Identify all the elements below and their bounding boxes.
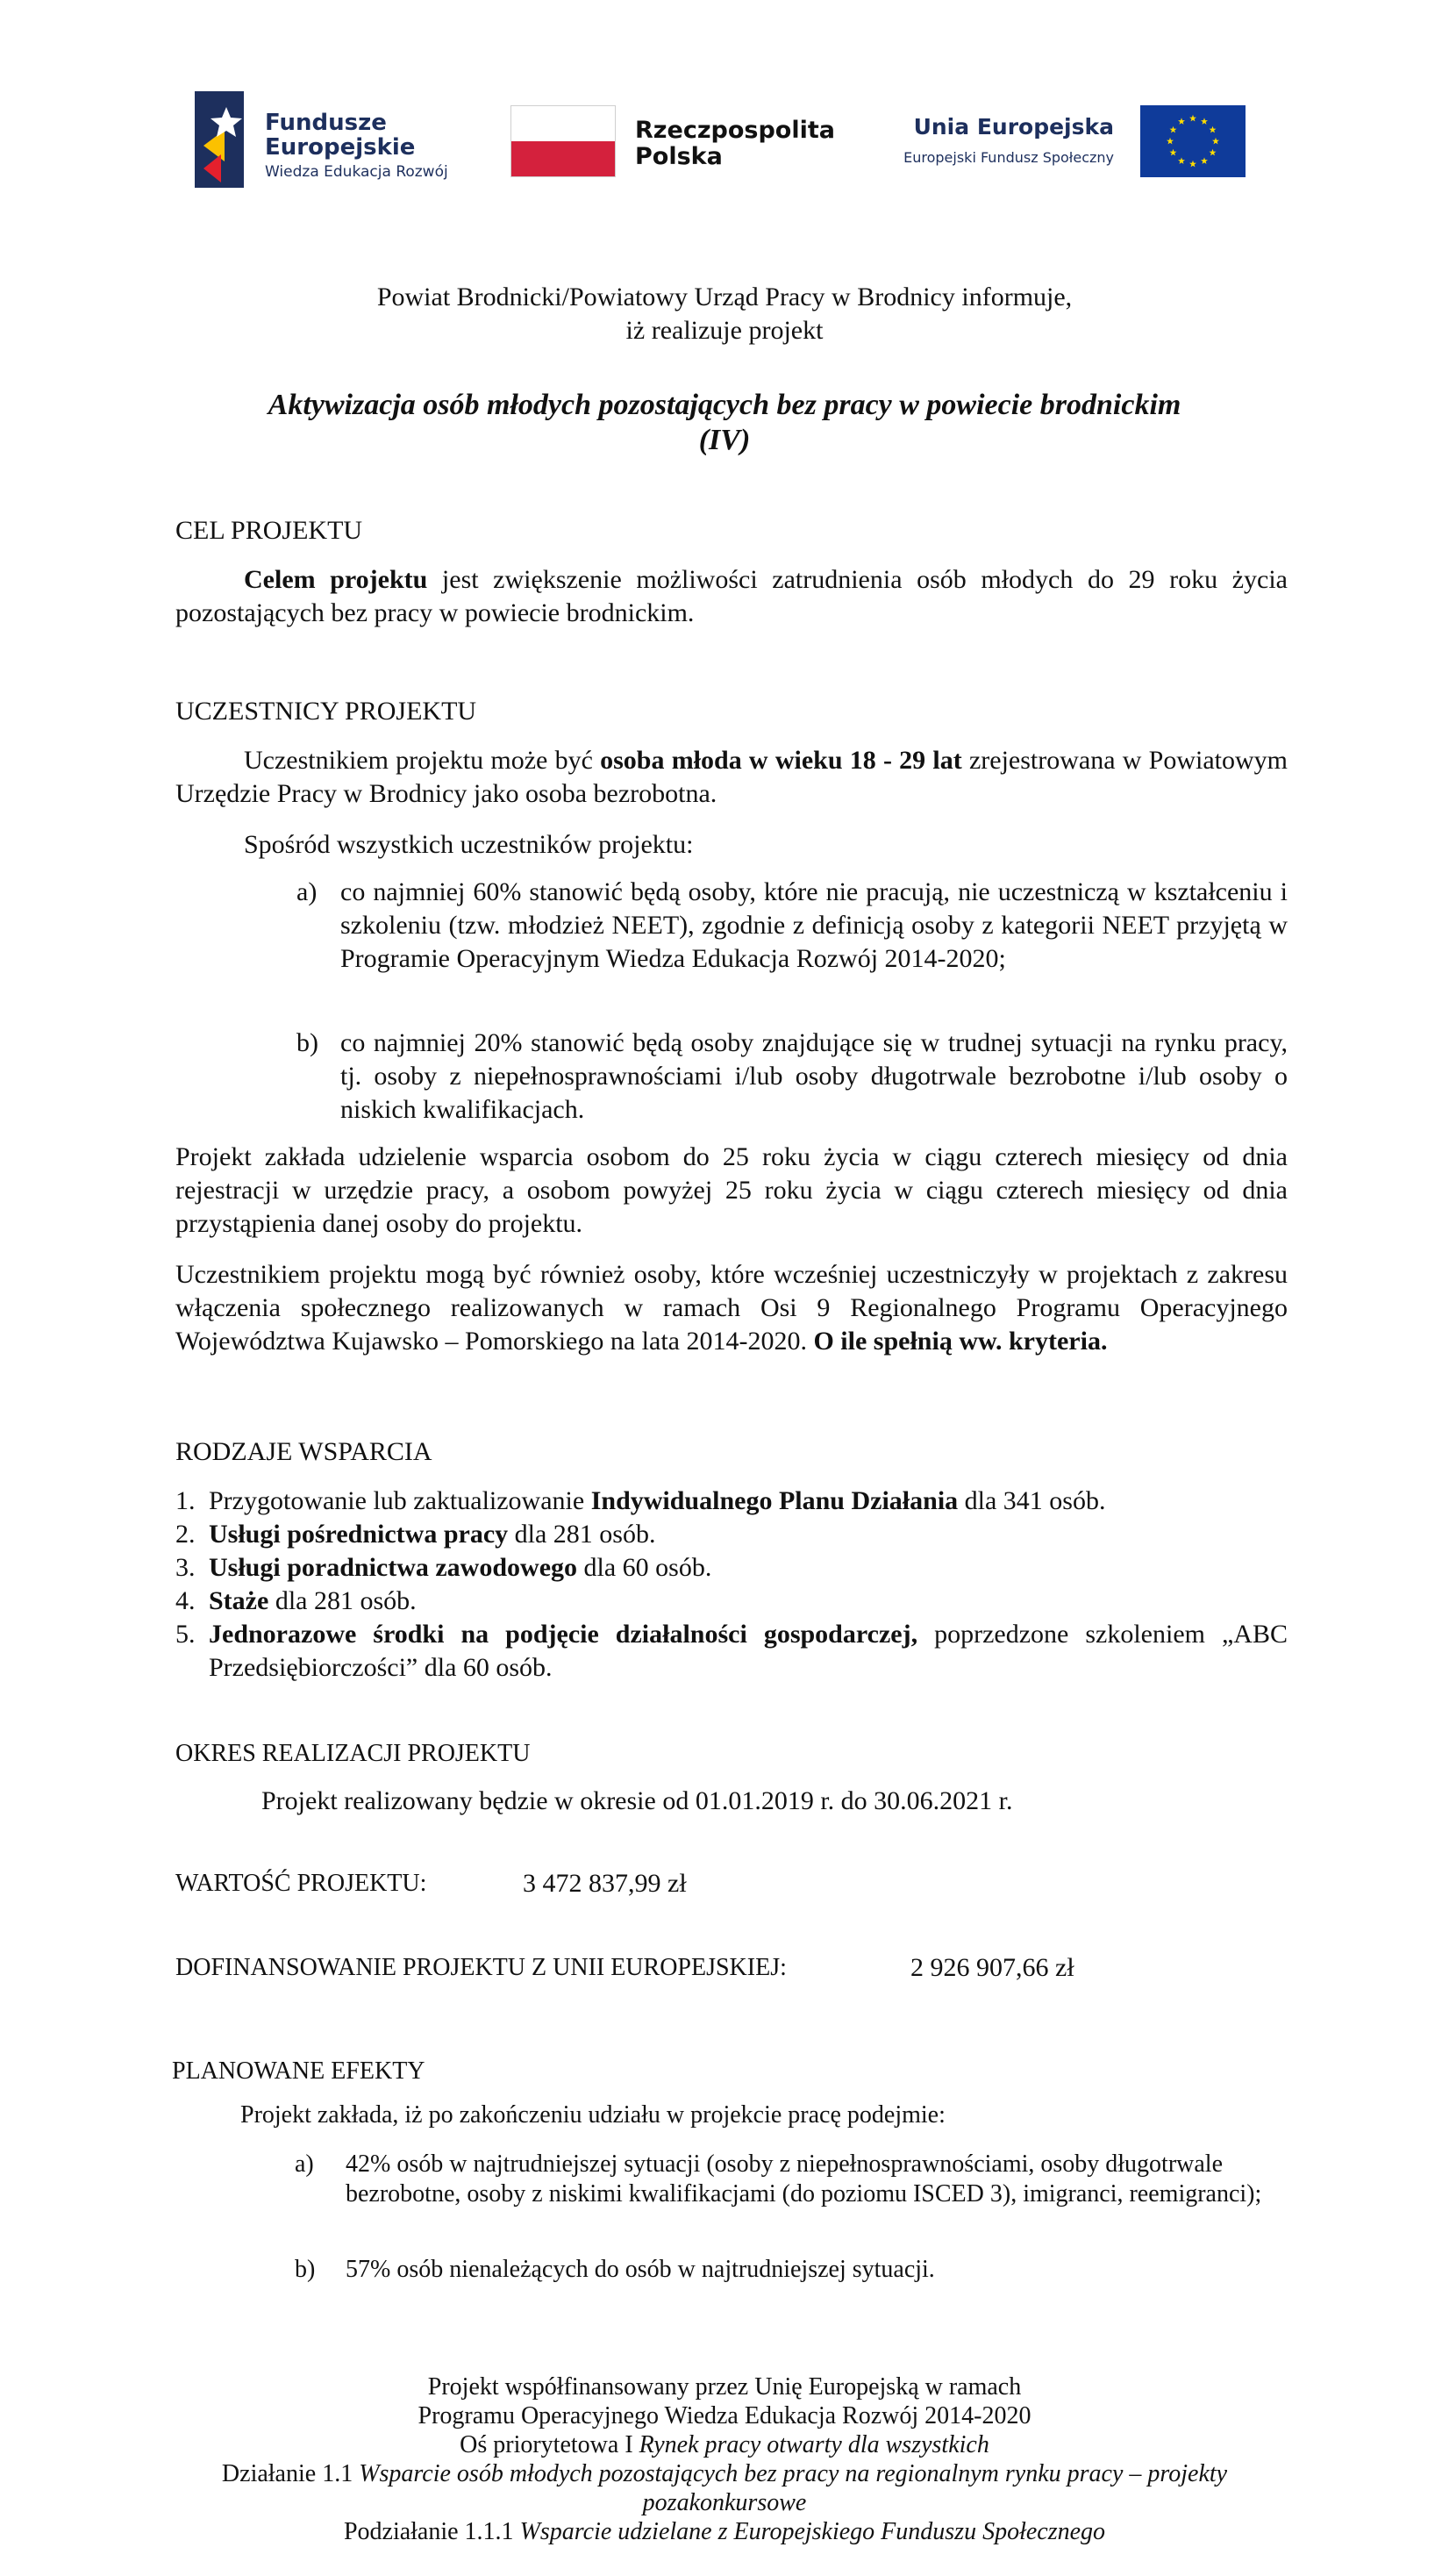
- list-item: 2. Usługi pośrednictwa pracy dla 281 osób.: [175, 1520, 656, 1549]
- fundusze-europejskie-logo: [195, 91, 458, 188]
- logo-header: [0, 91, 1449, 197]
- rzeczpospolita-polska-logo: [510, 105, 844, 184]
- fe-subtitle: Wiedza Edukacja Rozwój: [265, 163, 448, 181]
- ue-subtitle: Europejski Fundusz Społeczny: [903, 149, 1114, 166]
- intro-line-2: iż realizuje projekt: [625, 316, 824, 345]
- intro-line-1: Powiat Brodnicki/Powiatowy Urząd Pracy w Brodnicy informuje,: [376, 283, 1073, 311]
- list-marker: a): [296, 877, 318, 906]
- list-item: 4. Staże dla 281 osób.: [175, 1586, 417, 1615]
- okres-heading: OKRES REALIZACJI PROJEKTU: [175, 1740, 531, 1767]
- uczestnicy-paragraph-4: Uczestnikiem projektu mogą być również osoby, które wcześniej uczestniczyły w projektach z zakresu włączenia społecznego realizowanych w ramach Osi 9 Regionalnego Programu Operacyjnego Województwa Kujawsko – Pomorskiego na lata 2014-2020. O ile spełnią ww. kryteria.: [175, 1260, 1288, 1356]
- efekty-heading: PLANOWANE EFEKTY: [172, 2057, 425, 2085]
- list-marker: b): [295, 2256, 316, 2283]
- eu-star-icon: [1210, 126, 1217, 133]
- list-item: 3. Usługi poradnictwa zawodowego dla 60 osób.: [175, 1553, 712, 1582]
- fe-name: Fundusze Europejskie: [265, 110, 416, 161]
- footer-line-5: Podziałanie 1.1.1 Wsparcie udzielane z Europejskiego Funduszu Społecznego: [343, 2518, 1106, 2545]
- list-marker: a): [295, 2150, 314, 2178]
- uczestnicy-heading: UCZESTNICY PROJEKTU: [175, 697, 477, 726]
- eu-star-icon: [1178, 157, 1185, 164]
- cel-paragraph: [175, 563, 1288, 630]
- list-marker: b): [296, 1028, 318, 1057]
- project-title-line-1: Aktywizacja osób młodych pozostających bez pracy w powiecie brodnickim: [268, 389, 1181, 421]
- list-item-text: 57% osób nienależących do osób w najtrudniejszej sytuacji.: [346, 2256, 935, 2283]
- eu-star-icon: [1169, 149, 1176, 156]
- list-item: 1. Przygotowanie lub zaktualizowanie Indywidualnego Planu Działania dla 341 osób.: [175, 1486, 1106, 1515]
- eu-flag-icon: [1140, 105, 1246, 177]
- list-item: [295, 2255, 1268, 2290]
- eu-star-icon: [1189, 161, 1196, 168]
- footer-line-1: Projekt współfinansowany przez Unię Europejską w ramach: [427, 2373, 1022, 2401]
- cel-text: jest zwiększenie możliwości zatrudnienia osób młodych do 29 roku życia pozostających bez pracy w powiecie brodnickim.: [175, 565, 1288, 627]
- footer: [158, 2372, 1291, 2546]
- list-item: [295, 2150, 1268, 2246]
- uczestnicy-paragraph-2: Spośród wszystkich uczestników projektu:: [244, 830, 694, 859]
- wartosc-label: WARTOŚĆ PROJEKTU:: [175, 1870, 427, 1897]
- unia-europejska-logo: [877, 105, 1246, 184]
- criteria-bold: O ile spełnią ww. kryteria.: [806, 1327, 1108, 1356]
- list-item-text: co najmniej 20% stanowić będą osoby znajdujące się w trudnej sytuacji na rynku pracy, tj. osoby z niepełnosprawnościami i/lub osoby długotrwale bezrobotne i/lub osoby o niskich kwalifikacjach.: [340, 1028, 1288, 1124]
- list-item-text: 42% osób w najtrudniejszej sytuacji (osoby z niepełnosprawnościami, osoby długotrwale bezrobotne, osoby z niskimi kwalifikacjami (do poziomu ISCED 3), imigranci, reemigranci);: [346, 2150, 1262, 2207]
- okres-text: Projekt realizowany będzie w okresie od 01.01.2019 r. do 30.06.2021 r.: [261, 1786, 1013, 1815]
- uczestnicy-paragraph-3: Projekt zakłada udzielenie wsparcia osobom do 25 roku życia w ciągu czterech miesięcy od dnia rejestracji w urzędzie pracy, a osobom powyżej 25 roku życia w ciągu czterech miesięcy od dnia przystąpienia danej osoby do projektu.: [175, 1142, 1288, 1238]
- fe-star-icon: [195, 91, 256, 188]
- footer-line-2: Programu Operacyjnego Wiedza Edukacja Rozwój 2014-2020: [418, 2402, 1031, 2429]
- project-title-line-2: (IV): [698, 424, 751, 456]
- age-range-bold: osoba młoda w wieku 18 - 29 lat: [600, 746, 962, 775]
- polish-flag-icon: [510, 105, 616, 177]
- footer-line-4: Działanie 1.1 Wsparcie osób młodych pozostających bez pracy na regionalnym rynku pracy – projekty pozakonkursowe: [221, 2460, 1228, 2516]
- footer-line-3: Oś priorytetowa I Rynek pracy otwarty dla wszystkich: [460, 2431, 989, 2458]
- eu-star-icon: [1169, 126, 1176, 133]
- eu-star-icon: [1201, 118, 1208, 125]
- list-item: [296, 1027, 1288, 1132]
- wsparcie-heading: RODZAJE WSPARCIA: [175, 1437, 432, 1466]
- dofinansowanie-label: DOFINANSOWANIE PROJEKTU Z UNII EUROPEJSKIEJ:: [175, 1954, 787, 1981]
- cel-bold-lead: Celem projektu: [244, 565, 428, 594]
- uczestnicy-paragraph-1: Uczestnikiem projektu może być osoba młoda w wieku 18 - 29 lat zrejestrowana w Powiatowym Urzędzie Pracy w Brodnicy jako osoba bezrobotna.: [175, 746, 1288, 808]
- eu-star-icon: [1189, 115, 1196, 122]
- cel-heading: CEL PROJEKTU: [175, 516, 363, 545]
- eu-star-icon: [1178, 118, 1185, 125]
- project-title: [132, 388, 1317, 458]
- intro: [175, 281, 1274, 347]
- efekty-intro: Projekt zakłada, iż po zakończeniu udziału w projekcie pracę podejmie:: [240, 2101, 946, 2129]
- dofinansowanie-value: 2 926 907,66 zł: [910, 1953, 1074, 1982]
- list-item: [296, 876, 1288, 1016]
- eu-star-icon: [1210, 149, 1217, 156]
- eu-star-icon: [1201, 157, 1208, 164]
- eu-star-icon: [1167, 138, 1174, 145]
- list-item: 5. Jednorazowe środki na podjęcie działalności gospodarczej, poprzedzone szkoleniem „ABC Przedsiębiorczości” dla 60 osób.: [175, 1620, 1288, 1682]
- ue-name: Unia Europejska: [913, 114, 1114, 140]
- list-item-text: co najmniej 60% stanowić będą osoby, które nie pracują, nie uczestniczą w kształceniu i szkoleniu (tzw. młodzież NEET), zgodnie z definicją osoby z kategorii NEET przyjętą w Programie Operacyjnym Wiedza Edukacja Rozwój 2014-2020;: [340, 877, 1288, 973]
- eu-star-icon: [1212, 138, 1219, 145]
- wartosc-value: 3 472 837,99 zł: [523, 1869, 687, 1898]
- rp-name: Rzeczpospolita Polska: [635, 117, 835, 170]
